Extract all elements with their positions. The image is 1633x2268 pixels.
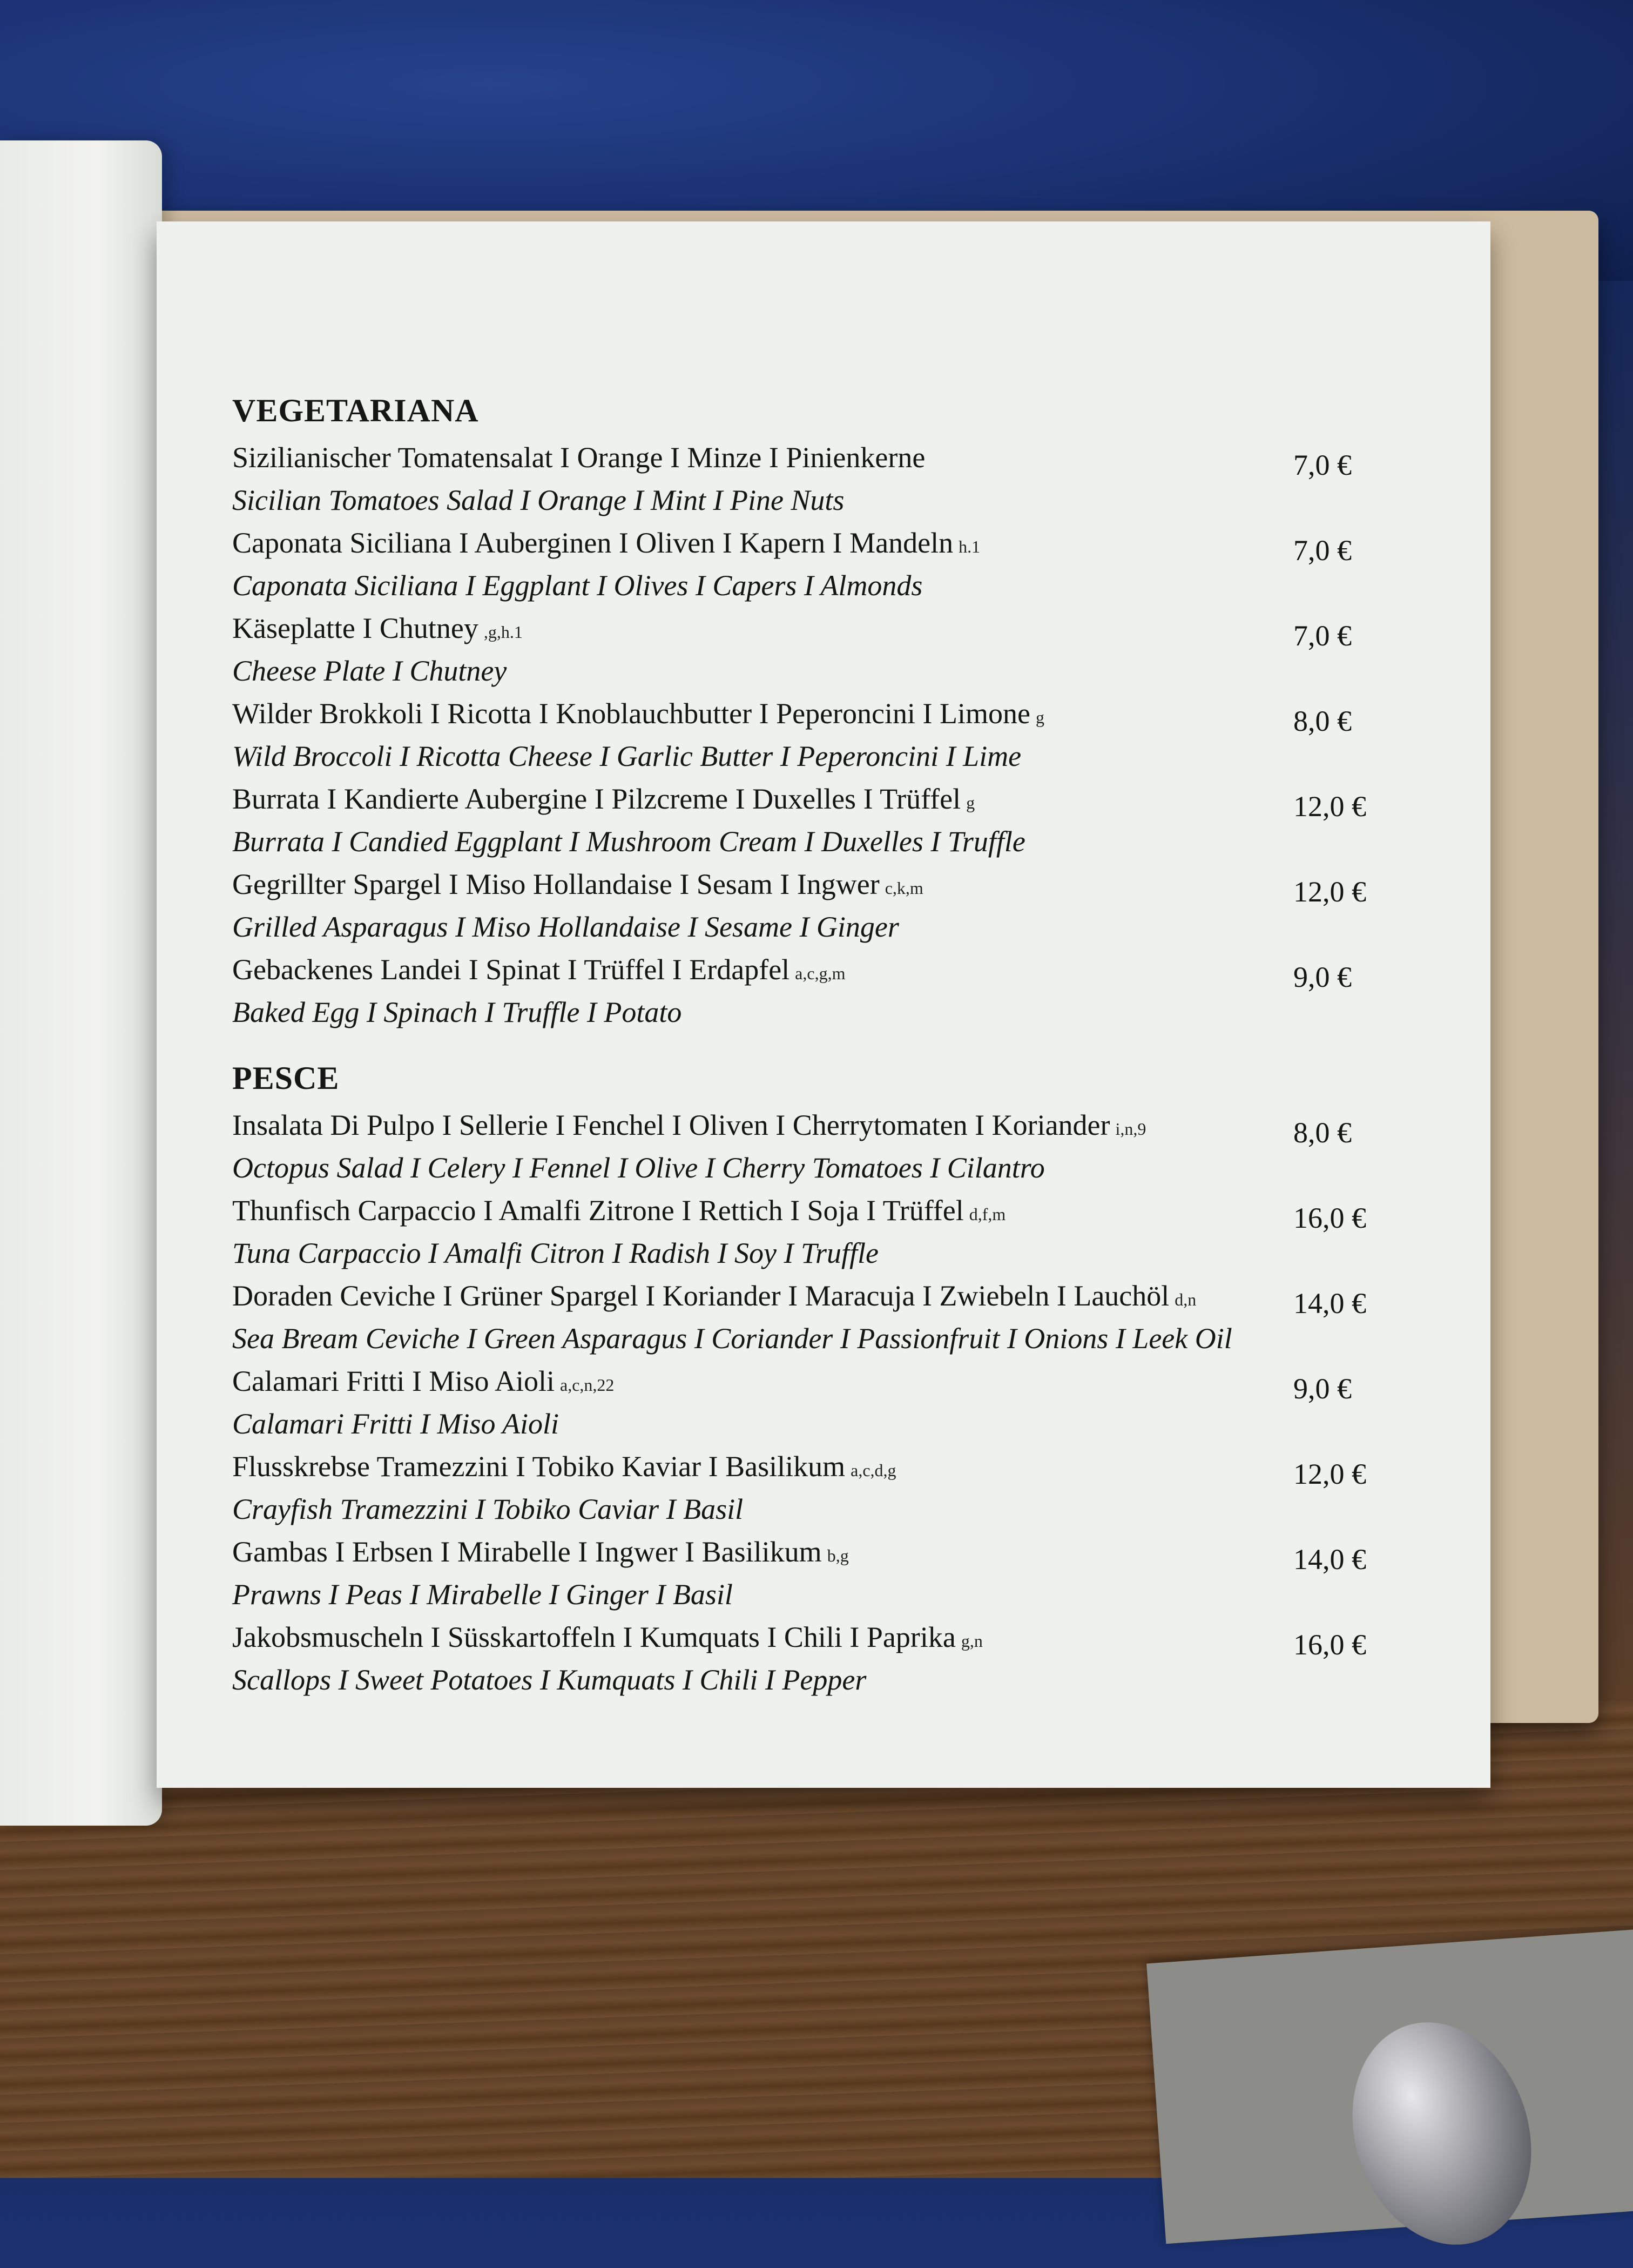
item-name-german-text: Käseplatte I Chutney	[232, 612, 478, 644]
item-name-english: Scallops I Sweet Potatoes I Kumquats I Chili I Pepper	[232, 1664, 867, 1696]
item-price: 7,0 €	[1293, 620, 1352, 652]
menu-item	[232, 1532, 1474, 1617]
item-name-english: Baked Egg I Spinach I Truffle I Potato	[232, 996, 682, 1028]
item-price: 12,0 €	[1293, 1458, 1366, 1490]
item-name-german-text: Gambas I Erbsen I Mirabelle I Ingwer I Basilikum	[232, 1536, 822, 1568]
item-name-english: Cheese Plate I Chutney	[232, 655, 507, 687]
item-price: 14,0 €	[1293, 1287, 1366, 1320]
item-name-german-text: Burrata I Kandierte Aubergine I Pilzcreme I Duxelles I Trüffel	[232, 783, 961, 815]
menu-item	[232, 1361, 1474, 1446]
menu-item	[232, 608, 1474, 694]
item-name-german	[232, 608, 1474, 652]
item-name-german-text: Calamari Fritti I Miso Aioli	[232, 1365, 555, 1397]
allergen-codes: d,n	[1175, 1290, 1197, 1309]
allergen-codes: g	[1035, 708, 1044, 727]
item-price: 16,0 €	[1293, 1202, 1366, 1234]
item-price: 7,0 €	[1293, 534, 1352, 567]
allergen-codes: a,c,g,m	[795, 964, 846, 983]
menu-item	[232, 1190, 1474, 1276]
item-name-english: Burrata I Candied Eggplant I Mushroom Cream I Duxelles I Truffle	[232, 825, 1025, 858]
item-name-german	[232, 1532, 1474, 1576]
item-name-english: Sicilian Tomatoes Salad I Orange I Mint I Pine Nuts	[232, 484, 845, 516]
item-price: 14,0 €	[1293, 1543, 1366, 1576]
item-name-german	[232, 694, 1474, 737]
item-name-german	[232, 523, 1474, 567]
item-name-german-text: Doraden Ceviche I Grüner Spargel I Koriander I Maracuja I Zwiebeln I Lauchöl	[232, 1280, 1170, 1312]
item-name-german-text: Wilder Brokkoli I Ricotta I Knoblauchbutter I Peperoncini I Limone	[232, 697, 1030, 730]
item-name-german	[232, 438, 1474, 481]
item-price: 9,0 €	[1293, 1372, 1352, 1405]
allergen-codes: i,n,9	[1115, 1119, 1146, 1139]
allergen-codes: g,n	[961, 1631, 983, 1651]
item-name-english: Calamari Fritti I Miso Aioli	[232, 1408, 559, 1440]
menu-content	[232, 389, 1474, 1702]
menu-item	[232, 779, 1474, 864]
item-name-german	[232, 779, 1474, 823]
item-price: 16,0 €	[1293, 1628, 1366, 1661]
item-name-english: Prawns I Peas I Mirabelle I Ginger I Basil	[232, 1578, 733, 1611]
item-name-german	[232, 950, 1474, 993]
allergen-codes: d,f,m	[969, 1204, 1006, 1224]
item-name-german-text: Thunfisch Carpaccio I Amalfi Zitrone I Rettich I Soja I Trüffel	[232, 1194, 964, 1227]
item-name-german	[232, 1105, 1474, 1149]
item-name-german-text: Flusskrebse Tramezzini I Tobiko Kaviar I Basilikum	[232, 1450, 846, 1483]
item-name-german	[232, 1276, 1474, 1320]
item-name-german-text: Gebackenes Landei I Spinat I Trüffel I Erdapfel	[232, 953, 790, 986]
item-name-english: Grilled Asparagus I Miso Hollandaise I Sesame I Ginger	[232, 911, 899, 943]
menu-item	[232, 1105, 1474, 1190]
item-name-german-text: Insalata Di Pulpo I Sellerie I Fenchel I Oliven I Cherrytomaten I Koriander	[232, 1109, 1110, 1141]
allergen-codes: h.1	[959, 537, 981, 556]
item-name-german	[232, 864, 1474, 908]
section-title: PESCE	[232, 1060, 340, 1096]
item-name-german	[232, 1361, 1474, 1405]
item-price: 7,0 €	[1293, 449, 1352, 481]
item-name-german-text: Sizilianischer Tomatensalat I Orange I Minze I Pinienkerne	[232, 441, 926, 474]
allergen-codes: ,g,h.1	[483, 622, 523, 642]
menu-item	[232, 950, 1474, 1035]
item-price: 12,0 €	[1293, 876, 1366, 908]
allergen-codes: c,k,m	[885, 878, 923, 898]
allergen-codes: a,c,n,22	[559, 1375, 615, 1395]
item-name-german	[232, 1617, 1474, 1661]
menu-item	[232, 1276, 1474, 1361]
item-name-german-text: Jakobsmuscheln I Süsskartoffeln I Kumquats I Chili I Paprika	[232, 1621, 956, 1653]
allergen-codes: b,g	[827, 1546, 849, 1565]
item-name-german	[232, 1446, 1474, 1490]
section-title: VEGETARIANA	[232, 393, 479, 428]
item-name-english: Wild Broccoli I Ricotta Cheese I Garlic Butter I Peperoncini I Lime	[232, 740, 1022, 772]
left-page	[0, 140, 162, 1826]
allergen-codes: g	[966, 793, 975, 812]
item-name-german-text: Caponata Siciliana I Auberginen I Oliven I Kapern I Mandeln	[232, 527, 954, 559]
menu-item	[232, 694, 1474, 779]
item-price: 9,0 €	[1293, 961, 1352, 993]
menu-page	[157, 221, 1490, 1788]
item-name-english: Caponata Siciliana I Eggplant I Olives I Capers I Almonds	[232, 569, 923, 602]
menu-item	[232, 1446, 1474, 1532]
menu-item	[232, 864, 1474, 950]
item-name-english: Sea Bream Ceviche I Green Asparagus I Coriander I Passionfruit I Onions I Leek Oil	[232, 1322, 1232, 1355]
item-name-english: Crayfish Tramezzini I Tobiko Caviar I Basil	[232, 1493, 744, 1525]
menu-item	[232, 523, 1474, 608]
item-price: 12,0 €	[1293, 790, 1366, 823]
item-price: 8,0 €	[1293, 705, 1352, 737]
item-name-german	[232, 1190, 1474, 1234]
menu-item	[232, 1617, 1474, 1702]
item-price: 8,0 €	[1293, 1116, 1352, 1149]
item-name-german-text: Gegrillter Spargel I Miso Hollandaise I Sesam I Ingwer	[232, 868, 880, 900]
item-name-english: Tuna Carpaccio I Amalfi Citron I Radish I Soy I Truffle	[232, 1237, 879, 1269]
menu-item	[232, 438, 1474, 523]
item-name-english: Octopus Salad I Celery I Fennel I Olive I Cherry Tomatoes I Cilantro	[232, 1152, 1045, 1184]
allergen-codes: a,c,d,g	[851, 1461, 896, 1480]
